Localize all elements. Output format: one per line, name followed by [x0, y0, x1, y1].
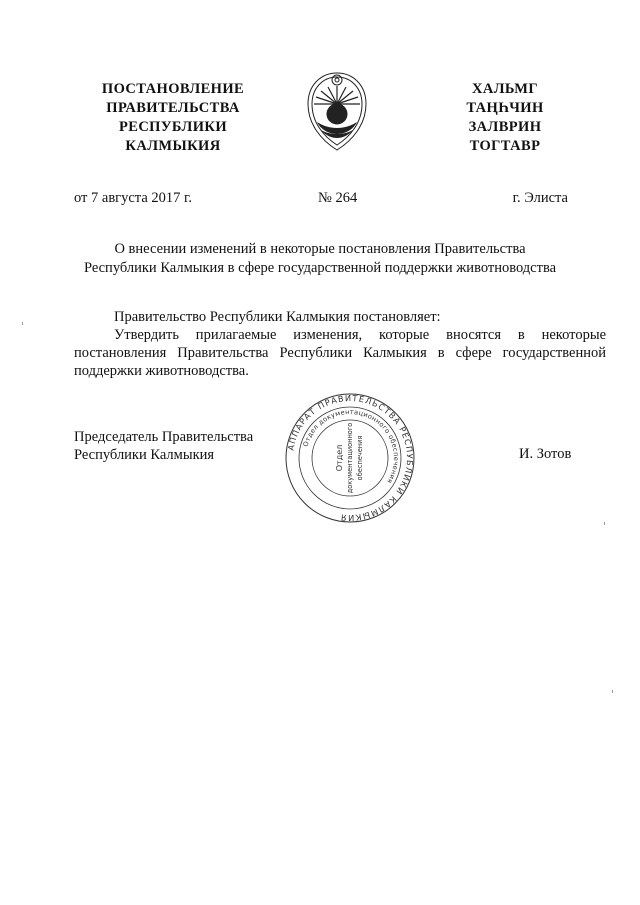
- header-right-line-3: ЗАЛВРИН: [468, 119, 542, 135]
- stamp-center-line-2: документационного: [346, 422, 354, 494]
- signer-name: И. Зотов: [519, 446, 572, 462]
- header-left-title: [78, 80, 268, 156]
- scan-speck: [22, 322, 23, 325]
- decree-intro: Правительство Республики Калмыкия постановляет:: [114, 309, 441, 325]
- header-right-title: [440, 80, 570, 156]
- header-left-line-3: РЕСПУБЛИКИ: [118, 119, 228, 135]
- document-city: г. Элиста: [512, 190, 568, 206]
- header-right-line-1: ХАЛЬМГ: [471, 81, 539, 97]
- title-line-1: О внесении изменений в некоторые постановления Правительства: [114, 241, 526, 257]
- stamp-center-line-3: обеспечения: [356, 435, 364, 481]
- signer-position: [74, 428, 253, 464]
- decree-line-2: постановления Правительства Республики Калмыкия в сфере государственной: [74, 345, 606, 361]
- decree-paragraph: [74, 326, 606, 380]
- scan-speck: [612, 690, 613, 693]
- document-date: от 7 августа 2017 г.: [74, 190, 192, 206]
- document-number: № 264: [318, 190, 358, 206]
- document-title: [60, 240, 580, 278]
- header-left-line-2: ПРАВИТЕЛЬСТВА: [106, 100, 240, 116]
- header-right-line-2: ТАҢҺЧИН: [466, 100, 544, 116]
- stamp-center-line-1: Отдел: [335, 444, 344, 472]
- stamp-inner-text: Отдел документационного обеспечения: [301, 407, 401, 485]
- scan-speck: [604, 522, 605, 525]
- stamp-outer-text: АППАРАТ ПРАВИТЕЛЬСТВА РЕСПУБЛИКИ КАЛМЫКИЯ: [285, 392, 416, 524]
- emblem-icon: [303, 70, 371, 154]
- title-line-2: Республики Калмыкия в сфере государственной поддержки животноводства: [83, 260, 557, 276]
- signer-position-line-2: Республики Калмыкия: [74, 447, 215, 463]
- signer-position-line-1: Председатель Правительства: [74, 429, 254, 445]
- header-right-line-4: ТОГТАВР: [469, 138, 541, 154]
- header-left-line-4: КАЛМЫКИЯ: [125, 138, 221, 154]
- decree-line-3: поддержки животноводства.: [74, 363, 249, 379]
- header-left-line-1: ПОСТАНОВЛЕНИЕ: [101, 81, 245, 97]
- decree-line-1: Утвердить прилагаемые изменения, которые вносятся в некоторые: [114, 327, 606, 343]
- official-stamp: [284, 392, 416, 524]
